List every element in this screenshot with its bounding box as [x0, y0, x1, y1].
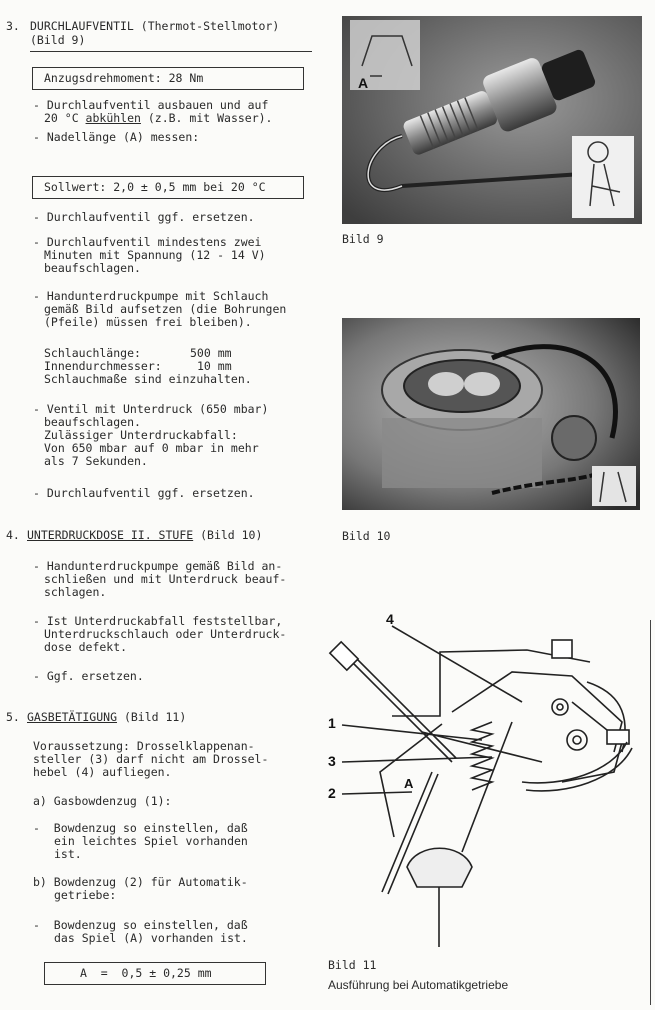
- s5-para-line1: Voraussetzung: Drosselklappenan-: [33, 739, 255, 753]
- section-3-number: 3.: [6, 19, 20, 33]
- section-3-rule: [30, 51, 312, 52]
- s3-step4-line3: beaufschlagen.: [44, 261, 141, 275]
- section-5-heading: GASBETÄTIGUNG (Bild 11): [27, 710, 187, 724]
- carburetor-photo-illustration: [342, 318, 640, 510]
- figure-10-photo: [342, 318, 640, 510]
- section-4-number: 4.: [6, 528, 20, 542]
- formula-text: A = 0,5 ± 0,25 mm: [80, 966, 212, 980]
- throttle-linkage-diagram: [322, 612, 644, 952]
- s4-step1-line1: - Handunterdruckpumpe gemäß Bild an-: [33, 559, 283, 573]
- s3-step1-line1: - Durchlaufventil ausbauen und auf: [33, 98, 269, 112]
- s3-step4-line1: - Durchlaufventil mindestens zwei: [33, 235, 262, 249]
- inner-diameter-label: Innendurchmesser:: [44, 359, 162, 373]
- s4-step3: - Ggf. ersetzen.: [33, 669, 144, 683]
- figure-11-label-1: 1: [328, 715, 336, 731]
- torque-text: Anzugsdrehmoment: 28 Nm: [44, 71, 204, 85]
- sollwert-text: Sollwert: 2,0 ± 0,5 mm bei 20 °C: [44, 180, 266, 194]
- figure-9-caption: Bild 9: [342, 232, 384, 246]
- s3-step5-line2: gemäß Bild aufsetzen (die Bohrungen: [44, 302, 287, 316]
- s3-step6-line3: Zulässiger Unterdruckabfall:: [44, 428, 238, 442]
- figure-10-caption: Bild 10: [342, 529, 391, 543]
- s3-step3: - Durchlaufventil ggf. ersetzen.: [33, 210, 255, 224]
- section-3-heading-line2: (Bild 9): [30, 33, 86, 47]
- section-4-heading: UNTERDRUCKDOSE II. STUFE (Bild 10): [27, 528, 263, 542]
- s3-step7: - Durchlaufventil ggf. ersetzen.: [33, 486, 255, 500]
- s5-b-line2: das Spiel (A) vorhanden ist.: [54, 931, 248, 945]
- figure-11-drawing: [322, 612, 644, 952]
- s4-step2-line3: dose defekt.: [44, 640, 128, 654]
- s5-b-label-line2: getriebe:: [54, 888, 117, 902]
- s4-step2-line2: Unterdruckschlauch oder Unterdruck-: [44, 627, 287, 641]
- s3-step4-line2: Minuten mit Spannung (12 - 14 V): [44, 248, 266, 262]
- s3-step6-line1: - Ventil mit Unterdruck (650 mbar): [33, 402, 269, 416]
- figure-11-label-a: A: [404, 776, 414, 791]
- figure-9-photo: [342, 16, 642, 224]
- cool-down-term: abkühlen: [85, 111, 141, 125]
- s5-b-line1: - Bowdenzug so einstellen, daß: [33, 918, 248, 932]
- figure-11-label-3: 3: [328, 753, 336, 769]
- s5-para-line3: hebel (4) aufliegen.: [33, 765, 172, 779]
- right-edge-rule: [650, 620, 651, 1005]
- s4-step2-line1: - Ist Unterdruckabfall feststellbar,: [33, 614, 283, 628]
- s5-para-line2: steller (3) darf nicht am Drossel-: [33, 752, 269, 766]
- s5-b-label-line1: b) Bowdenzug (2) für Automatik-: [33, 875, 248, 889]
- figure-11-caption: Bild 11: [328, 958, 377, 972]
- s4-step1-line3: schlagen.: [44, 585, 107, 599]
- figure-9-label-a: A: [358, 75, 369, 91]
- s5-a-line2: ein leichtes Spiel vorhanden: [54, 834, 248, 848]
- s3-step6-line5: als 7 Sekunden.: [44, 454, 148, 468]
- s3-step5-line3: (Pfeile) müssen frei bleiben).: [44, 315, 252, 329]
- s4-step1-line2: schließen und mit Unterdruck beauf-: [44, 572, 287, 586]
- figure-11-subcaption: Ausführung bei Automatikgetriebe: [328, 978, 509, 992]
- s3-step6-line2: beaufschlagen.: [44, 415, 141, 429]
- s3-step2: - Nadellänge (A) messen:: [33, 130, 200, 144]
- hose-length-value: 500 mm: [190, 346, 232, 360]
- figure-11-label-4: 4: [386, 612, 394, 627]
- figure-11-label-2: 2: [328, 785, 336, 801]
- inner-diameter-value: 10 mm: [197, 359, 232, 373]
- valve-photo-illustration: [342, 16, 642, 224]
- s5-a-line1: - Bowdenzug so einstellen, daß: [33, 821, 248, 835]
- hose-note: Schlauchmaße sind einzuhalten.: [44, 372, 252, 386]
- section-4-title: UNTERDRUCKDOSE II. STUFE: [27, 528, 194, 542]
- s3-step5-line1: - Handunterdruckpumpe mit Schlauch: [33, 289, 269, 303]
- s5-a-line3: ist.: [54, 847, 82, 861]
- section-5-number: 5.: [6, 710, 20, 724]
- section-3-title: DURCHLAUFVENTIL: [30, 19, 134, 33]
- hose-length-label: Schlauchlänge:: [44, 346, 141, 360]
- s3-step6-line4: Von 650 mbar auf 0 mbar in mehr: [44, 441, 259, 455]
- s3-step1-line2: 20 °C abkühlen (z.B. mit Wasser).: [44, 111, 273, 125]
- section-5-title: GASBETÄTIGUNG: [27, 710, 118, 724]
- section-3-heading: DURCHLAUFVENTIL (Thermot-Stellmotor): [30, 19, 280, 33]
- s5-a-label: a) Gasbowdenzug (1):: [33, 794, 172, 808]
